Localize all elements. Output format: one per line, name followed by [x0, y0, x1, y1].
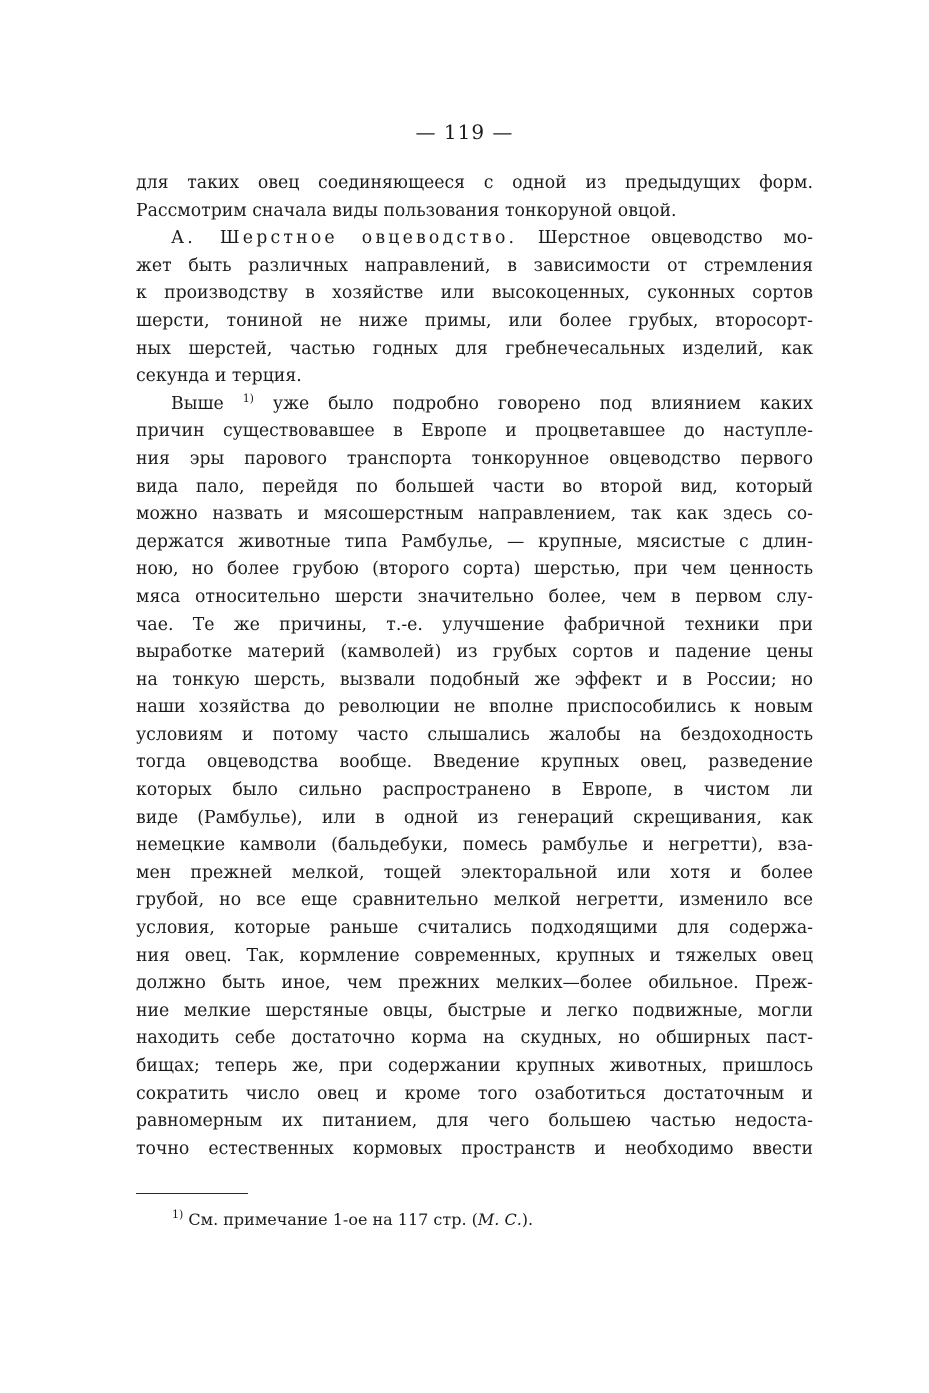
text-line: должно быть иное, чем прежних мелких—более обильное. Преж- [136, 973, 813, 994]
text-line: можно назвать и мясошерстным направлением, так как здесь со- [136, 504, 813, 525]
text-line: наши хозяйства до революции не вполне приспособились к новым [136, 697, 813, 718]
text-line: для таких овец соединяющееся с одной из предыдущих форм. [136, 173, 813, 193]
footnote-author: М. С. [477, 1210, 522, 1229]
text-fragment: Шерстное овцеводство мо- [517, 228, 813, 249]
text-fragment: уже было подробно говорено под влиянием каких [253, 393, 813, 414]
text-line: ния эры парового транспорта тонкорунное овцеводство первого [136, 448, 813, 469]
text-line: жет быть различных направлений, в зависимости от стремления [136, 255, 813, 276]
text-line: на тонкую шерсть, вызвали подобный же эффект и в России; но [136, 669, 813, 690]
text-line: вида пало, перейдя по большей части во второй вид, который [136, 476, 813, 497]
text-line: причин существовавшее в Европе и процветавшее до наступле- [136, 421, 813, 442]
text-line: ния овец. Так, кормление современных, крупных и тяжелых овец [136, 945, 813, 966]
footnote-close: ). [521, 1210, 534, 1229]
text-line: находить себе достаточно корма на скудных, но обширных паст- [136, 1028, 813, 1049]
text-fragment: Выше [171, 393, 224, 414]
footnote-divider [136, 1193, 248, 1194]
text-line: точно естественных кормовых пространств и необходимо ввести [136, 1138, 813, 1159]
text-line: мяса относительно шерсти значительно более, чем в первом слу- [136, 586, 813, 607]
text-line: ние мелкие шерстяные овцы, быстрые и легко подвижные, могли [136, 1000, 813, 1021]
page-number: — 119 — [415, 120, 514, 144]
text-line: грубой, но все еще сравнительно мелкой негретти, изменило все [136, 890, 813, 911]
text-line: виде (Рамбулье), или в одной из генераций скрещивания, как [136, 807, 813, 828]
footnote [172, 1208, 533, 1232]
text-line: чае. Те же причины, т.-е. улучшение фабричной техники при [136, 614, 813, 635]
footnote-mark: 1) [172, 1208, 184, 1221]
text-line [136, 225, 813, 253]
text-line: выработке материй (камволей) из грубых сортов и падение цены [136, 642, 813, 663]
text-line: к производству в хозяйстве или высокоценных, суконных сортов [136, 283, 813, 304]
footnote-text: См. примечание 1-ое на 117 стр. ( [183, 1210, 478, 1229]
text-line: условиям и потому часто слышались жалобы на бездоходность [136, 724, 813, 745]
section-heading: А. Шерстное овцеводство. [171, 228, 518, 249]
text-line: секунда и терция. [136, 366, 302, 387]
text-line: равномерным их питанием, для чего большею частью недоста- [136, 1111, 813, 1132]
text-line: шерсти, тониной не ниже примы, или более грубых, второсорт- [136, 310, 813, 331]
text-line: мен прежней мелкой, тощей электоральной или хотя и более [136, 862, 813, 883]
text-line: ною, но более грубою (второго сорта) шерстью, при чем ценность [136, 559, 813, 580]
text-line: бищах; теперь же, при содержании крупных животных, пришлось [136, 1056, 813, 1076]
text-line: которых было сильно распространено в Европе, в чистом ли [136, 780, 813, 801]
text-line: тогда овцеводства вообще. Введение крупных овец, разведение [136, 752, 813, 773]
text-line: сократить число овец и кроме того озаботиться достаточным и [136, 1083, 813, 1104]
text-line: Рассмотрим сначала виды пользования тонкоруной овцой. [136, 200, 677, 221]
body-text [136, 170, 813, 1163]
text-line [136, 391, 813, 419]
text-line: немецкие камволи (бальдебуки, помесь рамбулье и негретти), вза- [136, 835, 813, 856]
footnote-reference[interactable]: 1) [242, 391, 254, 405]
text-line: держатся животные типа Рамбулье, — крупные, мясистые с длин- [136, 531, 813, 552]
text-line: ных шерстей, частью годных для гребнечесальных изделий, как [136, 338, 813, 359]
text-line: условия, которые раньше считались подходящими для содержа- [136, 918, 813, 939]
